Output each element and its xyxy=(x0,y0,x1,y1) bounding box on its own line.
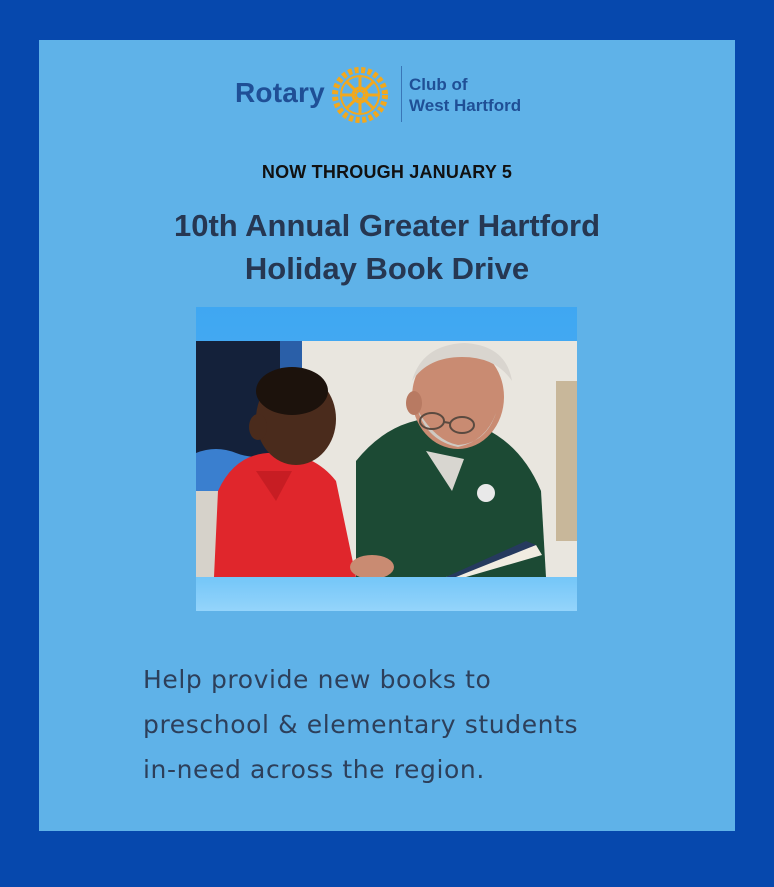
photo-bottom-band xyxy=(196,577,577,611)
body-line-3: in-need across the region. xyxy=(143,755,485,784)
title-line-1: 10th Annual Greater Hartford xyxy=(173,208,601,243)
body-copy xyxy=(143,657,703,792)
page-title xyxy=(39,204,735,290)
photo-frame xyxy=(196,307,577,611)
rotary-wordmark: Rotary xyxy=(235,77,325,108)
club-line-1: Club of xyxy=(409,75,468,94)
photo-reading-icon xyxy=(196,341,577,577)
rotary-logo xyxy=(235,62,555,126)
title-line-2: Holiday Book Drive xyxy=(244,251,530,286)
rotary-wheel-icon xyxy=(331,66,389,124)
club-line-2: West Hartford xyxy=(409,96,522,115)
logo-divider xyxy=(401,66,402,122)
date-eyebrow: NOW THROUGH JANUARY 5 xyxy=(261,162,513,182)
flyer-panel xyxy=(39,40,735,831)
body-line-1: Help provide new books to xyxy=(143,665,492,694)
club-name xyxy=(409,74,521,116)
body-line-2: preschool & elementary students xyxy=(143,710,579,739)
